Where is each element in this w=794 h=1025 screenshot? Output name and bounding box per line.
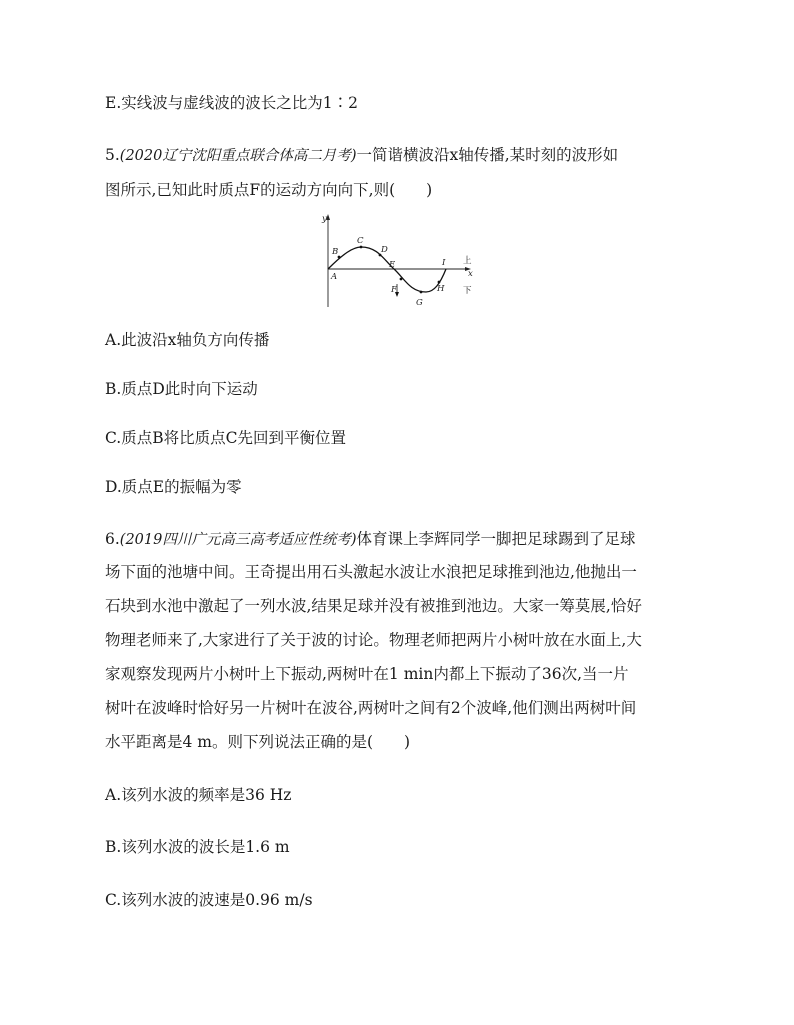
down-label: 下 [463,286,472,296]
q6-option-a: A.该列水波的频率是36 Hz [105,786,292,804]
point-g-label: G [416,298,423,308]
point-a-label: A [331,272,338,282]
q6-stem-line-2: 场下面的池塘中间。王奇提出用石头激起水波让水浪把足球推到池边,他抛出一 [105,563,637,581]
up-label: 上 [463,256,472,266]
wave-diagram [318,212,478,312]
q5-option-b: B.质点D此时向下运动 [105,380,258,398]
q6-stem-line-7: 水平距离是4 m。则下列说法正确的是( ) [105,733,411,751]
q5-stem-line-2: 图所示,已知此时质点F的运动方向向下,则( ) [105,181,433,199]
point-f-dot [400,278,403,281]
q6-stem-line-5: 家观察发现两片小树叶上下振动,两树叶在1 min内都上下振动了36次,当一片 [105,665,629,683]
q5-stem-line-1 [105,145,618,166]
point-c-label: C [357,236,364,246]
q6-stem-text: 体育课上李辉同学一脚把足球踢到了足球 [356,530,636,548]
q6-number: 6. [105,530,120,548]
point-g-dot [420,291,423,294]
point-b-label: B [332,247,339,257]
q6-option-b: B.该列水波的波长是1.6 m [105,838,290,856]
point-d-label: D [381,245,388,255]
point-h-dot [438,281,441,284]
point-h-label: H [437,284,445,294]
point-c-dot [360,246,363,249]
q5-stem-text: 一简谐横波沿x轴传播,某时刻的波形如 [356,146,619,164]
wave-figure [318,212,478,312]
q5-number: 5. [105,146,120,164]
q5-source: (2020辽宁沈阳重点联合体高二月考) [119,148,357,164]
q6-stem-line-1 [105,529,636,550]
point-e-label: E [389,260,396,270]
q6-stem-line-4: 物理老师来了,大家进行了关于波的讨论。物理老师把两片小树叶放在水面上,大 [105,631,642,649]
x-axis-label: x [468,269,473,279]
q6-source: (2019四川广元高三高考适应性统考) [119,532,357,548]
q6-stem-line-6: 树叶在波峰时恰好另一片树叶在波谷,两树叶之间有2个波峰,他们测出两树叶间 [105,699,637,717]
q6-option-c: C.该列水波的波速是0.96 m/s [105,891,313,909]
q5-option-d: D.质点E的振幅为零 [105,478,242,496]
point-f-label: F [391,285,397,295]
q5-option-a: A.此波沿x轴负方向传播 [105,331,270,349]
y-axis-label: y [322,214,327,224]
point-i-label: I [442,258,446,268]
q4-option-e: E.实线波与虚线波的波长之比为1∶2 [105,94,358,112]
q6-stem-line-3: 石块到水池中激起了一列水波,结果足球并没有被推到池边。大家一筹莫展,恰好 [105,597,642,615]
q5-option-c: C.质点B将比质点C先回到平衡位置 [105,429,346,447]
